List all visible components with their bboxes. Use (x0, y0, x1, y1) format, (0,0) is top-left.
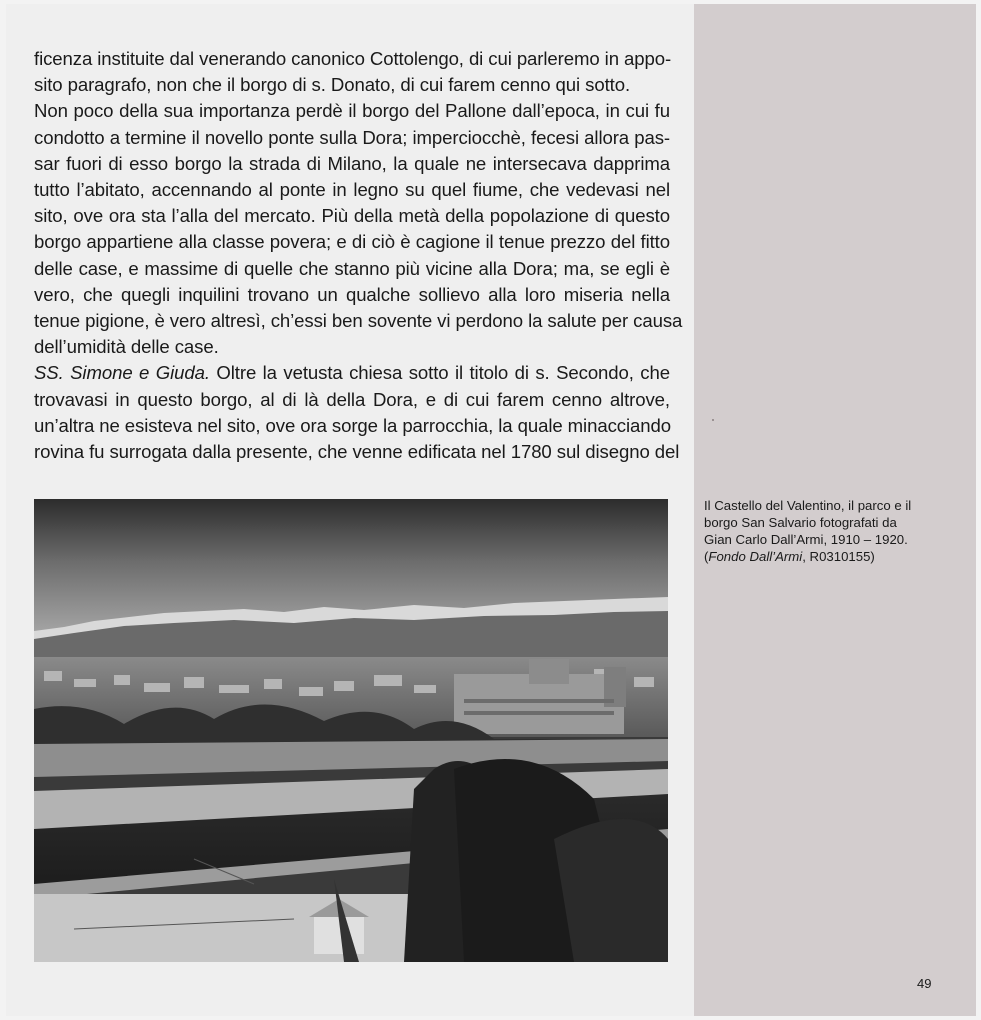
photo-icon (34, 499, 668, 962)
body-text (34, 46, 683, 465)
caption-archive-name: Fondo Dall’Armi (708, 549, 803, 564)
section-line: trovavasi in questo borgo, al di là della Dora, e di cui farem cenno altrove, (34, 388, 670, 410)
section-line: un’altra ne esisteva nel sito, ove ora sorge la parrocchia, la quale minacciando (34, 414, 671, 436)
body-line: sito paragrafo, non che il borgo di s. Donato, di cui farem cenno qui sotto. (34, 74, 631, 96)
section-line: rovina fu surrogata dalla presente, che venne edificata nel 1780 sul disegno del (34, 441, 680, 463)
body-line: tutto l’abitato, accennando al ponte in legno su quel fiume, che vedevasi nel (34, 179, 670, 201)
body-line: sar fuori di esso borgo la strada di Milano, la quale ne intersecava dapprima (34, 152, 670, 174)
caption-line: Il Castello del Valentino, il parco e il (704, 498, 912, 513)
caption-line: borgo San Salvario fotografati da (704, 515, 897, 530)
section-heading: SS. Simone e Giuda. (34, 362, 210, 384)
body-line: sito, ove ora sta l’alla del mercato. Più della metà della popolazione di questo (34, 205, 670, 227)
paper-speck (712, 419, 714, 421)
photo-caption (704, 497, 944, 565)
body-line: ficenza instituite dal venerando canonico Cottolengo, di cui parleremo in appo- (34, 48, 672, 69)
caption-line: Gian Carlo Dall’Armi, 1910 – 1920. (704, 532, 908, 547)
body-line: Non poco della sua importanza perdè il borgo del Pallone dall’epoca, in cui fu (34, 100, 670, 122)
caption-archive (704, 548, 944, 565)
body-line: tenue pigione, è vero altresì, ch’essi ben sovente vi perdono la salute per causa (34, 310, 683, 332)
body-line: condotto a termine il novello ponte sulla Dora; imperciocchè, fecesi allora pas- (34, 126, 670, 148)
caption-archive-code: , R0310155) (802, 549, 875, 564)
body-line: borgo appartiene alla classe povera; e di ciò è cagione il tenue prezzo del fitto (34, 231, 670, 253)
caption-archive-open: ( (704, 549, 709, 564)
section-first-line (34, 360, 670, 386)
section-line: Oltre la vetusta chiesa sotto il titolo di s. Secondo, che (216, 362, 670, 384)
page-number: 49 (917, 976, 932, 991)
body-line: vero, che quegli inquilini trovano un qualche sollievo alla loro miseria nella (34, 283, 670, 305)
body-line: dell’umidità delle case. (34, 336, 219, 358)
historic-photo (34, 499, 668, 962)
body-line: delle case, e massime di quelle che stanno più vicine alla Dora; ma, se egli è (34, 257, 670, 279)
